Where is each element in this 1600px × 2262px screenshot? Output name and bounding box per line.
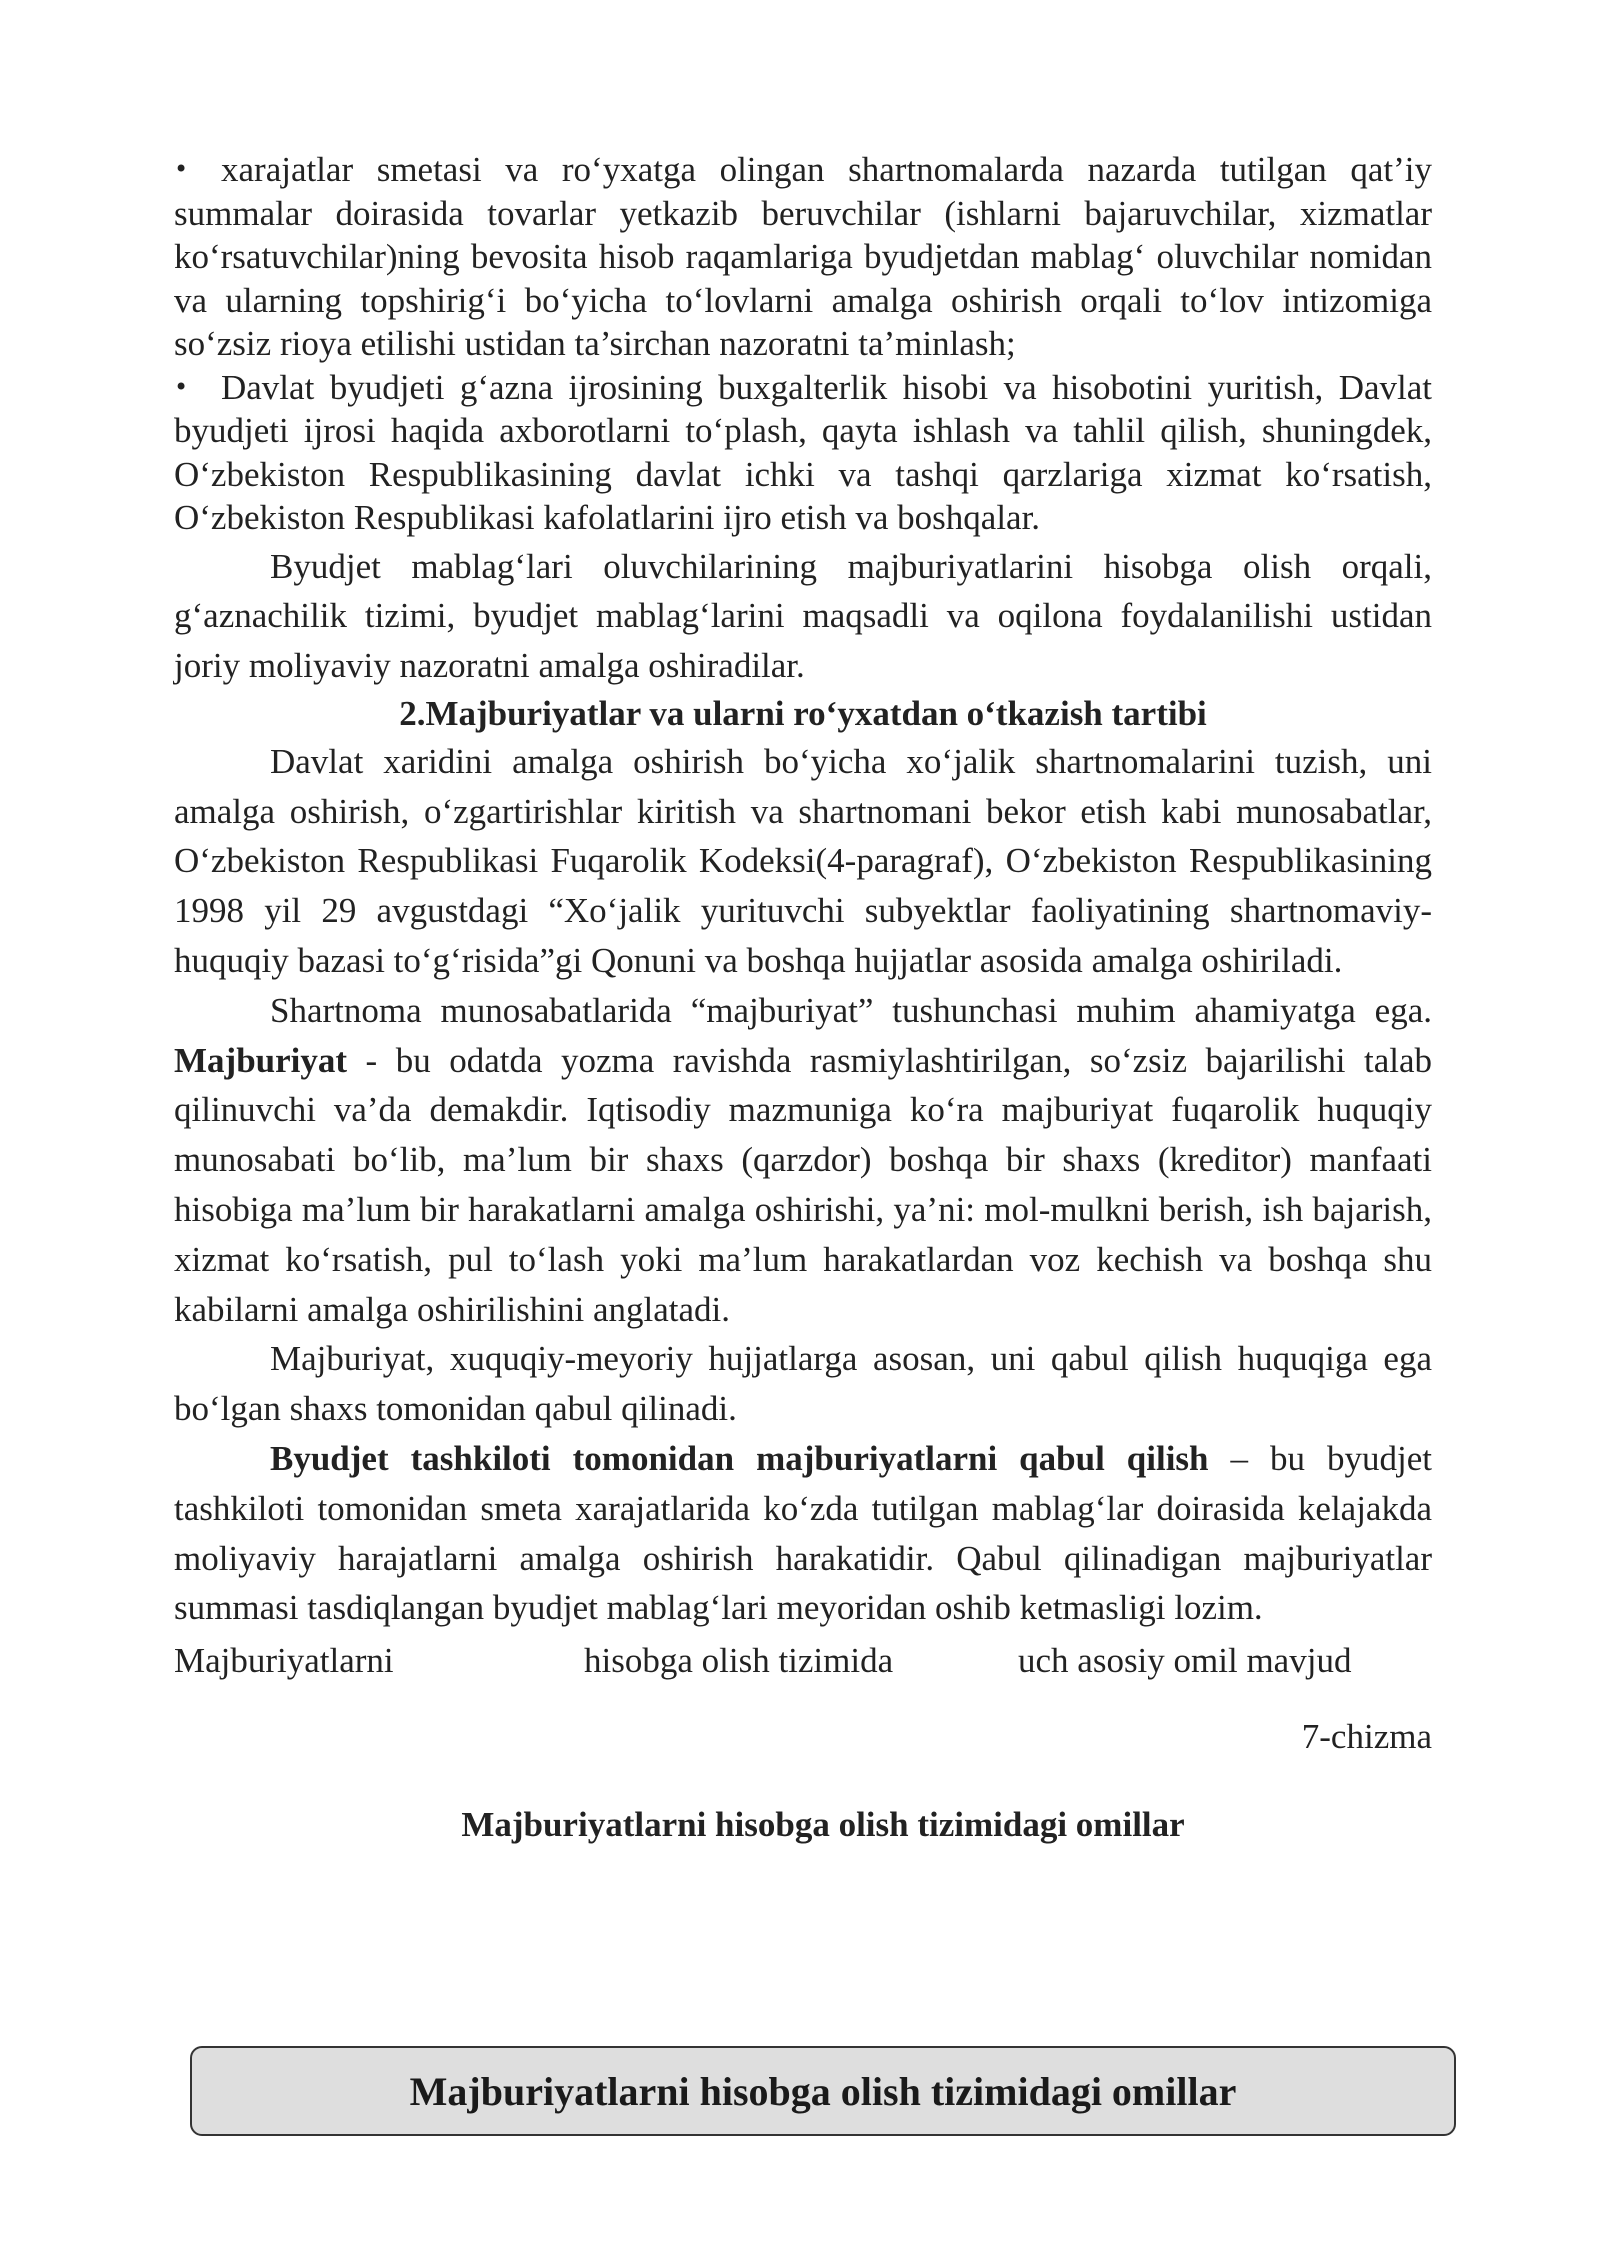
section-heading: 2.Majburiyatlar va ularni ro‘yxatdan o‘tkazish tartibi: [399, 693, 1207, 733]
document-page: [174, 148, 1432, 1845]
paragraph-2: Davlat xaridini amalga oshirish bo‘yicha xo‘jalik shartnomalarini tuzish, uni amalga oshirish, o‘zgartirishlar kiritish va shartnomani bekor etish kabi munosabatlar, O‘zbekiston Respublikasi Fuqarolik Kodeksi(4-paragraf), O‘zbekiston Respublikasining 1998 yil 29 avgustdagi “Xo‘jalik yurituvchi subyektlar faoliyatining shartnomaviy-huquqiy bazasi to‘g‘risida”gi Qonuni va boshqa hujjatlar asosida amalga oshiriladi.: [174, 741, 1432, 981]
bullet-item: [174, 148, 1432, 366]
spread-part-2: hisobga olish tizimida: [584, 1641, 894, 1681]
diagram-title-text: Majburiyatlarni hisobga olish tizimidagi omillar: [409, 2068, 1237, 2114]
paragraph-3-text-after: - bu odatda yozma ravishda rasmiylashtirilgan, so‘zsiz bajarilishi talab qilinuvchi va’da demakdir. Iqtisodiy mazmuniga ko‘ra majburiyat fuqarolik huquqiy munosabati bo‘lib, ma’lum bir shaxs (qarzdor) boshqa bir shaxs (kreditor) manfaati hisobiga ma’lum bir harakatlarni amalga oshirishi, ya’ni: mol-mulkni berish, ish bajarish, xizmat ko‘rsatish, pul to‘lash yoki ma’lum harakatlardan voz kechish va boshqa shu kabilarni amalga oshirilishini anglatadi.: [174, 1040, 1432, 1329]
figure-title: Majburiyatlarni hisobga olish tizimidagi omillar: [461, 1805, 1185, 1845]
paragraph-4: Majburiyat, xuquqiy-meyoriy hujjatlarga asosan, uni qabul qilish huquqiga ega bo‘lgan shaxs tomonidan qabul qilinadi.: [174, 1339, 1432, 1429]
bullet-item: [174, 366, 1432, 540]
diagram-title-box: [190, 2046, 1456, 2136]
spread-line: [174, 1633, 1432, 1689]
paragraph-1: Byudjet mablag‘lari oluvchilarining majburiyatlarini hisobga olish orqali, g‘aznachilik tizimi, byudjet mablag‘larini maqsadli va oqilona foydalanilishi ustidan joriy moliyaviy nazoratni amalga oshiradilar.: [174, 546, 1432, 686]
term-majburiyat: Majburiyat: [174, 1040, 348, 1080]
figure-number: 7-chizma: [1301, 1717, 1432, 1757]
term-budget-commitment: Byudjet tashkiloti tomonidan majburiyatlarni qabul qilish: [270, 1439, 1209, 1479]
paragraph-5: [174, 1434, 1432, 1633]
paragraph-3: [174, 986, 1432, 1335]
bullet-symbol: •: [174, 155, 189, 183]
bullet-text: xarajatlar smetasi va ro‘yxatga olingan shartnomalarda nazarda tutilgan qat’iy summalar doirasida tovarlar yetkazib beruvchilar (ishlarni bajaruvchilar, xizmatlar ko‘rsatuvchilar)ning bevosita hisob raqamlariga byudjetdan mablag‘ oluvchilar nomidan va ularning topshirig‘i bo‘yicha to‘lovlarni amalga oshirish orqali to‘lov intizomiga so‘zsiz rioya etilishi ustidan ta’sirchan nazoratni ta’minlash;: [174, 150, 1432, 363]
bullet-text: Davlat byudjeti g‘azna ijrosining buxgalterlik hisobi va hisobotini yuritish, Davlat byudjeti ijrosi haqida axborotlarni to‘plash, qayta ishlash va tahlil qilish, shuningdek, O‘zbekiston Respublikasining davlat ichki va tashqi qarzlariga xizmat ko‘rsatish, O‘zbekiston Respublikasi kafolatlarini ijro etish va boshqalar.: [174, 367, 1432, 537]
bullet-symbol: •: [174, 372, 189, 401]
paragraph-3-text-before: Shartnoma munosabatlarida “majburiyat” tushunchasi muhim ahamiyatga ega.: [270, 990, 1432, 1030]
spread-part-1: Majburiyatlarni: [174, 1641, 394, 1681]
paragraph-5-text: – bu byudjet tashkiloti tomonidan smeta xarajatlarida ko‘zda tutilgan mablag‘lar doirasida kelajakda moliyaviy harajatlarni amalga oshirish harakatidir. Qabul qilinadigan majburiyatlar summasi tasdiqlangan byudjet mablag‘lari meyoridan oshib ketmasligi lozim.: [174, 1439, 1432, 1628]
spread-part-3: uch asosiy omil mavjud: [1018, 1641, 1352, 1681]
